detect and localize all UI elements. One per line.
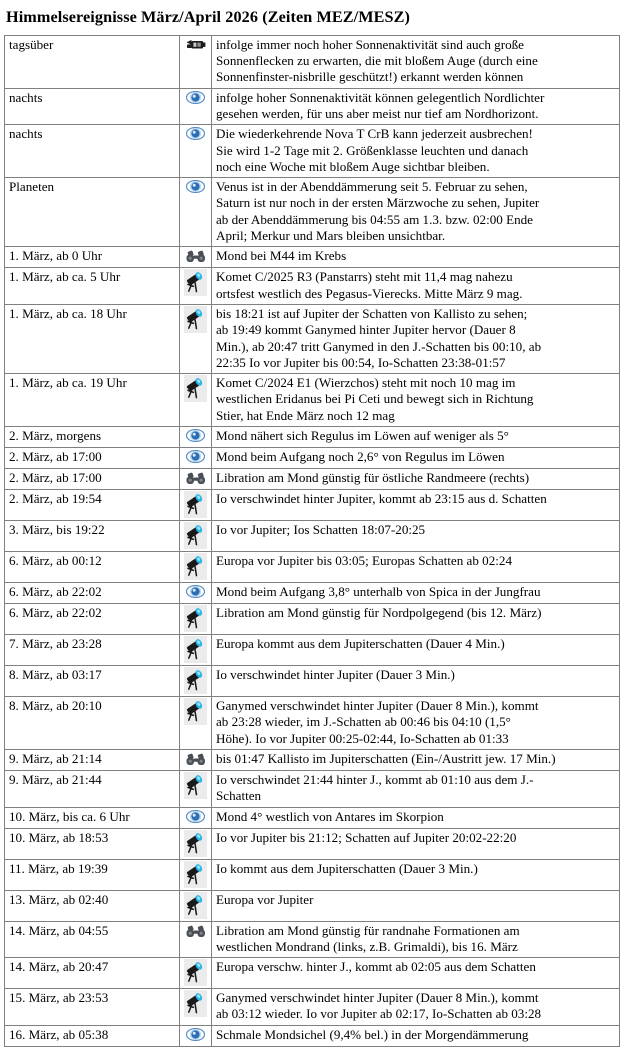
event-time-cell: 13. März, ab 02:40 [5,890,180,921]
table-row [5,125,620,178]
event-description-cell [212,88,620,125]
table-row [5,921,620,958]
event-icon-cell [180,604,212,635]
event-description-line: Io verschwindet hinter Jupiter, kommt ab 23:15 aus d. Schatten [216,491,547,507]
sun-projection-icon [184,37,207,54]
table-body [5,35,620,1046]
telescope-icon [184,892,207,919]
table-row [5,989,620,1026]
table-row [5,374,620,427]
table-row [5,304,620,373]
table-row [5,35,620,88]
event-description-cell [212,666,620,697]
table-row [5,890,620,921]
event-icon-cell [180,697,212,750]
event-description-cell [212,697,620,750]
table-row [5,247,620,268]
event-time-cell: 6. März, ab 22:02 [5,604,180,635]
event-time-cell: 8. März, ab 20:10 [5,697,180,750]
event-description-line: Die wiederkehrende Nova T CrB kann jederzeit ausbrechen! [216,126,533,142]
event-time-cell: 16. März, ab 05:38 [5,1025,180,1046]
naked-eye-icon [184,90,207,107]
event-time-cell: 1. März, ab ca. 19 Uhr [5,374,180,427]
naked-eye-icon [184,1027,207,1044]
event-icon-cell [180,125,212,178]
telescope-icon [184,375,207,402]
event-description-line: Io vor Jupiter bis 21:12; Schatten auf Jupiter 20:02-22:20 [216,829,517,845]
event-description-cell [212,304,620,373]
event-description-line: Venus ist in der Abenddämmerung seit 5. Februar zu sehen, [216,179,528,195]
event-time-cell: 11. März, ab 19:39 [5,859,180,890]
event-icon-cell [180,521,212,552]
event-icon-cell [180,469,212,490]
naked-eye-icon [184,179,207,196]
event-description-cell [212,490,620,521]
event-description-line: westlichen Mondrand (links, z.B. Grimaldi), bis 16. März [216,938,518,954]
event-description-line: Io verschwindet hinter Jupiter (Dauer 3 Min.) [216,667,455,683]
event-description-line: Min.), ab 20:47 tritt Ganymed in den J.-Schatten bis 00:10, ab [216,338,542,354]
event-icon-cell [180,921,212,958]
table-row [5,770,620,807]
event-time-cell: 10. März, ab 18:53 [5,828,180,859]
event-description-line: 22:35 Io vor Jupiter bis 00:54, Io-Schatten 23:38-01:57 [216,354,506,370]
event-description-line: Schatten [216,788,262,804]
event-description-line: Komet C/2024 E1 (Wierzchos) steht mit noch 10 mag im [216,375,516,391]
event-icon-cell [180,304,212,373]
event-icon-cell [180,666,212,697]
event-description-line: Io vor Jupiter; Ios Schatten 18:07-20:25 [216,522,426,538]
event-description-cell [212,268,620,305]
event-description-line: Europa vor Jupiter [216,891,314,907]
table-row [5,1025,620,1046]
event-icon-cell [180,247,212,268]
page-title: Himmelsereignisse März/April 2026 (Zeiten MEZ/MESZ) [6,8,411,26]
event-description-cell [212,521,620,552]
event-description-line: Sonnenfinster-nisbrille geschützt!) erkannt werden können [216,69,524,85]
event-icon-cell [180,490,212,521]
event-time-cell: nachts [5,88,180,125]
event-description-cell [212,828,620,859]
telescope-icon [184,636,207,663]
event-description-cell [212,552,620,583]
event-description-line: ab 19:49 kommt Ganymed hinter Jupiter hervor (Dauer 8 [216,322,516,338]
event-time-cell: tagsüber [5,35,180,88]
event-description-cell [212,1025,620,1046]
table-row [5,583,620,604]
event-description-line: westlichen Eridanus bei Pi Ceti und bewegt sich in Richtung [216,391,534,407]
event-icon-cell [180,807,212,828]
telescope-icon [184,605,207,632]
telescope-icon [184,990,207,1017]
table-row [5,448,620,469]
event-description-cell [212,890,620,921]
naked-eye-icon [184,449,207,466]
telescope-icon [184,553,207,580]
event-description-cell [212,958,620,989]
event-description-cell [212,604,620,635]
table-row [5,604,620,635]
event-description-line: bis 01:47 Kallisto im Jupiterschatten (Ein-/Austritt jew. 17 Min.) [216,750,556,766]
event-description-line: Libration am Mond günstig für Nordpolgegend (bis 12. März) [216,605,542,621]
event-description-line: Io verschwindet 21:44 hinter J., kommt ab 01:10 aus dem J.- [216,771,534,787]
table-row [5,697,620,750]
event-time-cell: 6. März, ab 00:12 [5,552,180,583]
event-description-line: Libration am Mond günstig für östliche Randmeere (rechts) [216,470,530,486]
event-time-cell: 1. März, ab ca. 5 Uhr [5,268,180,305]
event-icon-cell [180,35,212,88]
event-time-cell: nachts [5,125,180,178]
table-row [5,828,620,859]
telescope-icon [184,667,207,694]
naked-eye-icon [184,428,207,445]
event-description-line: Ganymed verschwindet hinter Jupiter (Dauer 8 Min.), kommt [216,990,539,1006]
telescope-icon [184,698,207,725]
event-description-line: bis 18:21 ist auf Jupiter der Schatten von Kallisto zu sehen; [216,305,528,321]
event-description-line: Saturn ist nur noch in der ersten Märzwoche zu sehen, Jupiter [216,195,540,211]
event-description-line: Sie wird 1-2 Tage mit 2. Größenklasse leuchten und danach [216,142,529,158]
event-time-cell: 2. März, ab 17:00 [5,469,180,490]
event-time-cell: 8. März, ab 03:17 [5,666,180,697]
event-description-line: Mond bei M44 im Krebs [216,248,347,264]
table-row [5,552,620,583]
event-time-cell: 10. März, bis ca. 6 Uhr [5,807,180,828]
event-time-cell: 2. März, ab 19:54 [5,490,180,521]
event-description-cell [212,859,620,890]
telescope-icon [184,772,207,799]
table-row [5,88,620,125]
event-time-cell: 2. März, ab 17:00 [5,448,180,469]
naked-eye-icon [184,584,207,601]
event-description-cell [212,583,620,604]
event-description-cell [212,469,620,490]
event-description-line: Europa kommt aus dem Jupiterschatten (Dauer 4 Min.) [216,636,505,652]
event-description-line: gesehen werden, für uns aber meist nur tief am Nordhorizont. [216,106,539,121]
event-icon-cell [180,635,212,666]
event-description-cell [212,247,620,268]
telescope-icon [184,959,207,986]
event-time-cell: 1. März, ab ca. 18 Uhr [5,304,180,373]
event-description-cell [212,989,620,1026]
event-description-line: ab der Abenddämmerung bis 04:55 am 1.3. bzw. 02:00 Ende [216,211,533,227]
event-icon-cell [180,448,212,469]
event-description-line: Stier, hat Ende März noch 12 mag [216,407,395,423]
event-description-cell [212,635,620,666]
event-description-line: Europa verschw. hinter J., kommt ab 02:05 aus dem Schatten [216,959,536,975]
telescope-icon [184,830,207,857]
event-icon-cell [180,770,212,807]
table-row [5,490,620,521]
event-description-line: infolge immer noch hoher Sonnenaktivität sind auch große [216,36,524,52]
event-icon-cell [180,583,212,604]
event-description-line: Europa vor Jupiter bis 03:05; Europas Schatten ab 02:24 [216,553,513,569]
event-description-line: Mond beim Aufgang noch 2,6° von Regulus im Löwen [216,449,505,465]
event-description-line: ortsfest westlich des Pegasus-Vierecks. Mitte März 9 mag. [216,285,523,301]
event-description-line: Mond nähert sich Regulus im Löwen auf weniger als 5° [216,428,509,444]
event-icon-cell [180,828,212,859]
event-description-cell [212,374,620,427]
table-row [5,469,620,490]
event-icon-cell [180,427,212,448]
table-row [5,859,620,890]
event-description-line: Mond beim Aufgang 3,8° unterhalb von Spica in der Jungfrau [216,584,541,600]
table-row [5,749,620,770]
event-icon-cell [180,1025,212,1046]
event-time-cell: 15. März, ab 23:53 [5,989,180,1026]
event-description-cell [212,178,620,247]
event-icon-cell [180,88,212,125]
event-description-line: noch eine Woche mit bloßem Auge sichtbar bleiben. [216,158,490,174]
telescope-icon [184,861,207,888]
event-description-cell [212,921,620,958]
telescope-icon [184,306,207,333]
table-row [5,807,620,828]
binoculars-icon [184,248,207,265]
table-row [5,268,620,305]
event-time-cell: 14. März, ab 20:47 [5,958,180,989]
event-time-cell: 7. März, ab 23:28 [5,635,180,666]
event-description-line: April; Merkur und Mars bleiben unsichtbar. [216,228,446,244]
event-time-cell: 3. März, bis 19:22 [5,521,180,552]
naked-eye-icon [184,809,207,826]
event-description-cell [212,770,620,807]
event-description-line: Libration am Mond günstig für randnahe Formationen am [216,922,520,938]
event-description-cell [212,807,620,828]
event-description-line: Schmale Mondsichel (9,4% bel.) in der Morgendämmerung [216,1026,529,1042]
table-row [5,178,620,247]
table-row [5,521,620,552]
naked-eye-icon [184,126,207,143]
event-icon-cell [180,374,212,427]
event-time-cell: 2. März, morgens [5,427,180,448]
event-description-cell [212,125,620,178]
event-time-cell: 9. März, ab 21:14 [5,749,180,770]
telescope-icon [184,269,207,296]
event-description-cell [212,35,620,88]
sky-events-table [4,35,620,1047]
event-time-cell: 6. März, ab 22:02 [5,583,180,604]
event-description-line: Ganymed verschwindet hinter Jupiter (Dauer 8 Min.), kommt [216,698,539,714]
event-description-line: Komet C/2025 R3 (Panstarrs) steht mit 11,4 mag nahezu [216,269,513,285]
event-description-cell [212,427,620,448]
binoculars-icon [184,923,207,940]
event-description-cell [212,749,620,770]
event-icon-cell [180,552,212,583]
binoculars-icon [184,470,207,487]
event-description-cell [212,448,620,469]
event-time-cell: 1. März, ab 0 Uhr [5,247,180,268]
event-description-line: ab 03:12 wieder. Io vor Jupiter ab 02:17, Io-Schatten ab 03:28 [216,1006,542,1022]
event-icon-cell [180,268,212,305]
event-description-line: Mond 4° westlich von Antares im Skorpion [216,808,444,824]
event-icon-cell [180,890,212,921]
event-description-line: Höhe). Io vor Jupiter 00:25-02:44, Io-Schatten ab 01:33 [216,730,509,746]
sky-events-page [0,9,622,1047]
table-row [5,635,620,666]
telescope-icon [184,491,207,518]
event-description-line: infolge hoher Sonnenaktivität können gelegentlich Nordlichter [216,89,545,105]
event-time-cell: 14. März, ab 04:55 [5,921,180,958]
event-time-cell: 9. März, ab 21:44 [5,770,180,807]
event-icon-cell [180,989,212,1026]
event-icon-cell [180,749,212,770]
event-icon-cell [180,178,212,247]
telescope-icon [184,522,207,549]
event-icon-cell [180,859,212,890]
binoculars-icon [184,751,207,768]
event-description-line: Io kommt aus dem Jupiterschatten (Dauer 3 Min.) [216,860,478,876]
event-time-cell: Planeten [5,178,180,247]
table-row [5,666,620,697]
event-description-line: ab 23:28 wieder, im J.-Schatten ab 00:46 bis 04:10 (1,5° [216,714,511,730]
event-icon-cell [180,958,212,989]
table-row [5,958,620,989]
event-description-line: Sonnenflecken zu erwarten, die mit bloßem Auge (durch eine [216,53,538,69]
table-row [5,427,620,448]
